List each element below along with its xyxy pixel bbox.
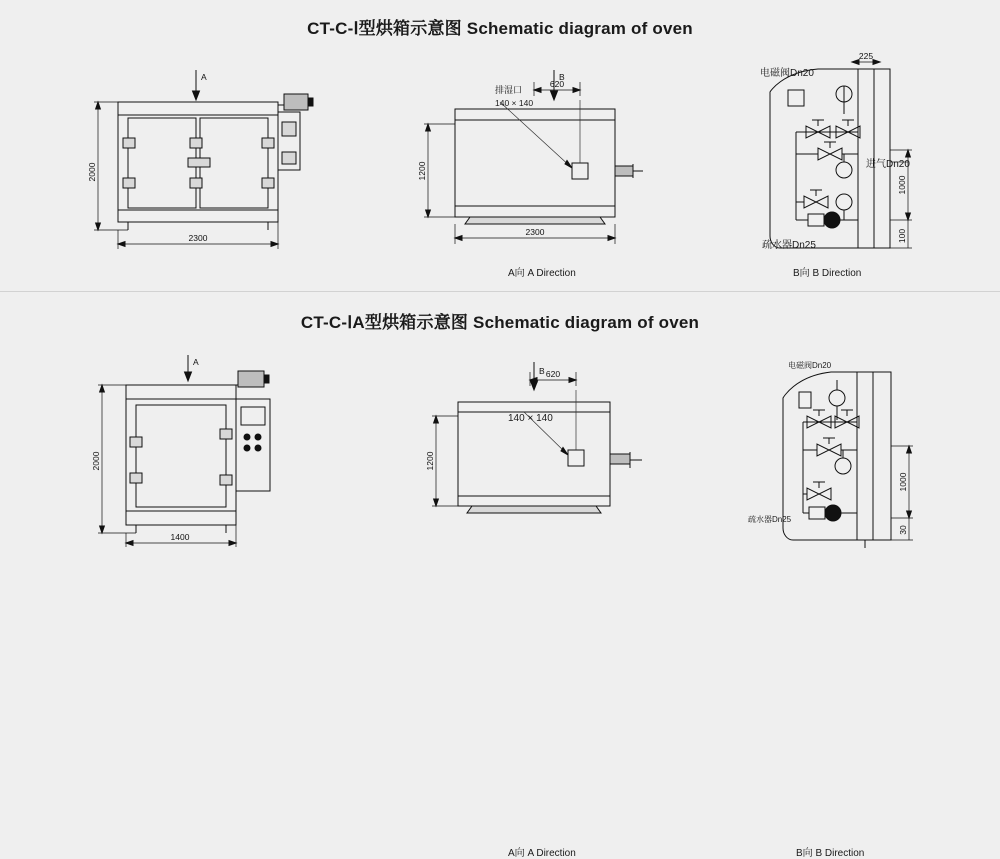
side-top-dim-ctc1a: 620 — [545, 369, 561, 379]
piping-dim-100-ctc1: 100 — [897, 228, 907, 244]
side-height-dim-ctc1a: 1200 — [425, 451, 435, 471]
caption-b-direction-ctc1a: B向 B Direction — [796, 848, 865, 859]
side-top-dim-ctc1: 620 — [549, 79, 565, 89]
side-width-dim-ctc1: 2300 — [525, 227, 545, 237]
side-height-dim-ctc1: 1200 — [417, 161, 427, 181]
panel-title-ctc1a: CT-C-ⅠA型烘箱示意图 Schematic diagram of oven — [300, 313, 700, 332]
side-arrow-label-ctc1: B — [559, 72, 565, 82]
piping-dim-1000-ctc1a: 1000 — [898, 472, 908, 492]
front-height-dim-ctc1a: 2000 — [91, 451, 101, 471]
front-height-dim-ctc1: 2000 — [87, 162, 97, 182]
caption-b-direction-ctc1: B向 B Direction — [793, 268, 862, 279]
piping-view-ctc1 — [740, 52, 975, 257]
exhaust-callout-ctc1a: 140 × 140 — [508, 413, 553, 424]
front-view-ctc1 — [70, 60, 320, 260]
panel-title-ctc1: CT-C-Ⅰ型烘箱示意图 Schematic diagram of oven — [307, 19, 693, 38]
front-width-dim-ctc1a: 1400 — [170, 532, 190, 542]
front-arrow-label-ctc1a: A — [193, 357, 199, 367]
front-arrow-label-ctc1: A — [201, 72, 207, 82]
exhaust-callout-ctc1: 排湿口 140 × 140 — [495, 85, 534, 108]
caption-a-direction-ctc1a: A向 A Direction — [508, 848, 576, 859]
front-view-ctc1a — [70, 347, 320, 547]
front-width-dim-ctc1: 2300 — [188, 233, 208, 243]
piping-dim-1000-ctc1: 1000 — [897, 175, 907, 195]
piping-top-dim-ctc1: 225 — [858, 52, 874, 61]
side-arrow-label-ctc1a: B — [539, 366, 545, 376]
caption-a-direction-ctc1: A向 A Direction — [508, 268, 576, 279]
piping-dim-30-ctc1a: 30 — [898, 525, 908, 535]
label-gas-inlet-ctc1: 进气Dn20 — [866, 159, 910, 170]
label-steam-trap-ctc1: 疏水器Dn25 — [762, 240, 816, 251]
label-steam-trap-ctc1a: 疏水器Dn25 — [748, 515, 792, 524]
side-view-ctc1a — [400, 350, 660, 540]
label-solenoid-ctc1a: 电磁阀Dn20 — [788, 361, 832, 370]
label-solenoid-ctc1: 电磁阀Dn20 — [760, 68, 814, 79]
panel-ctc1 — [0, 0, 1000, 291]
panel-ctc1a — [0, 292, 1000, 859]
